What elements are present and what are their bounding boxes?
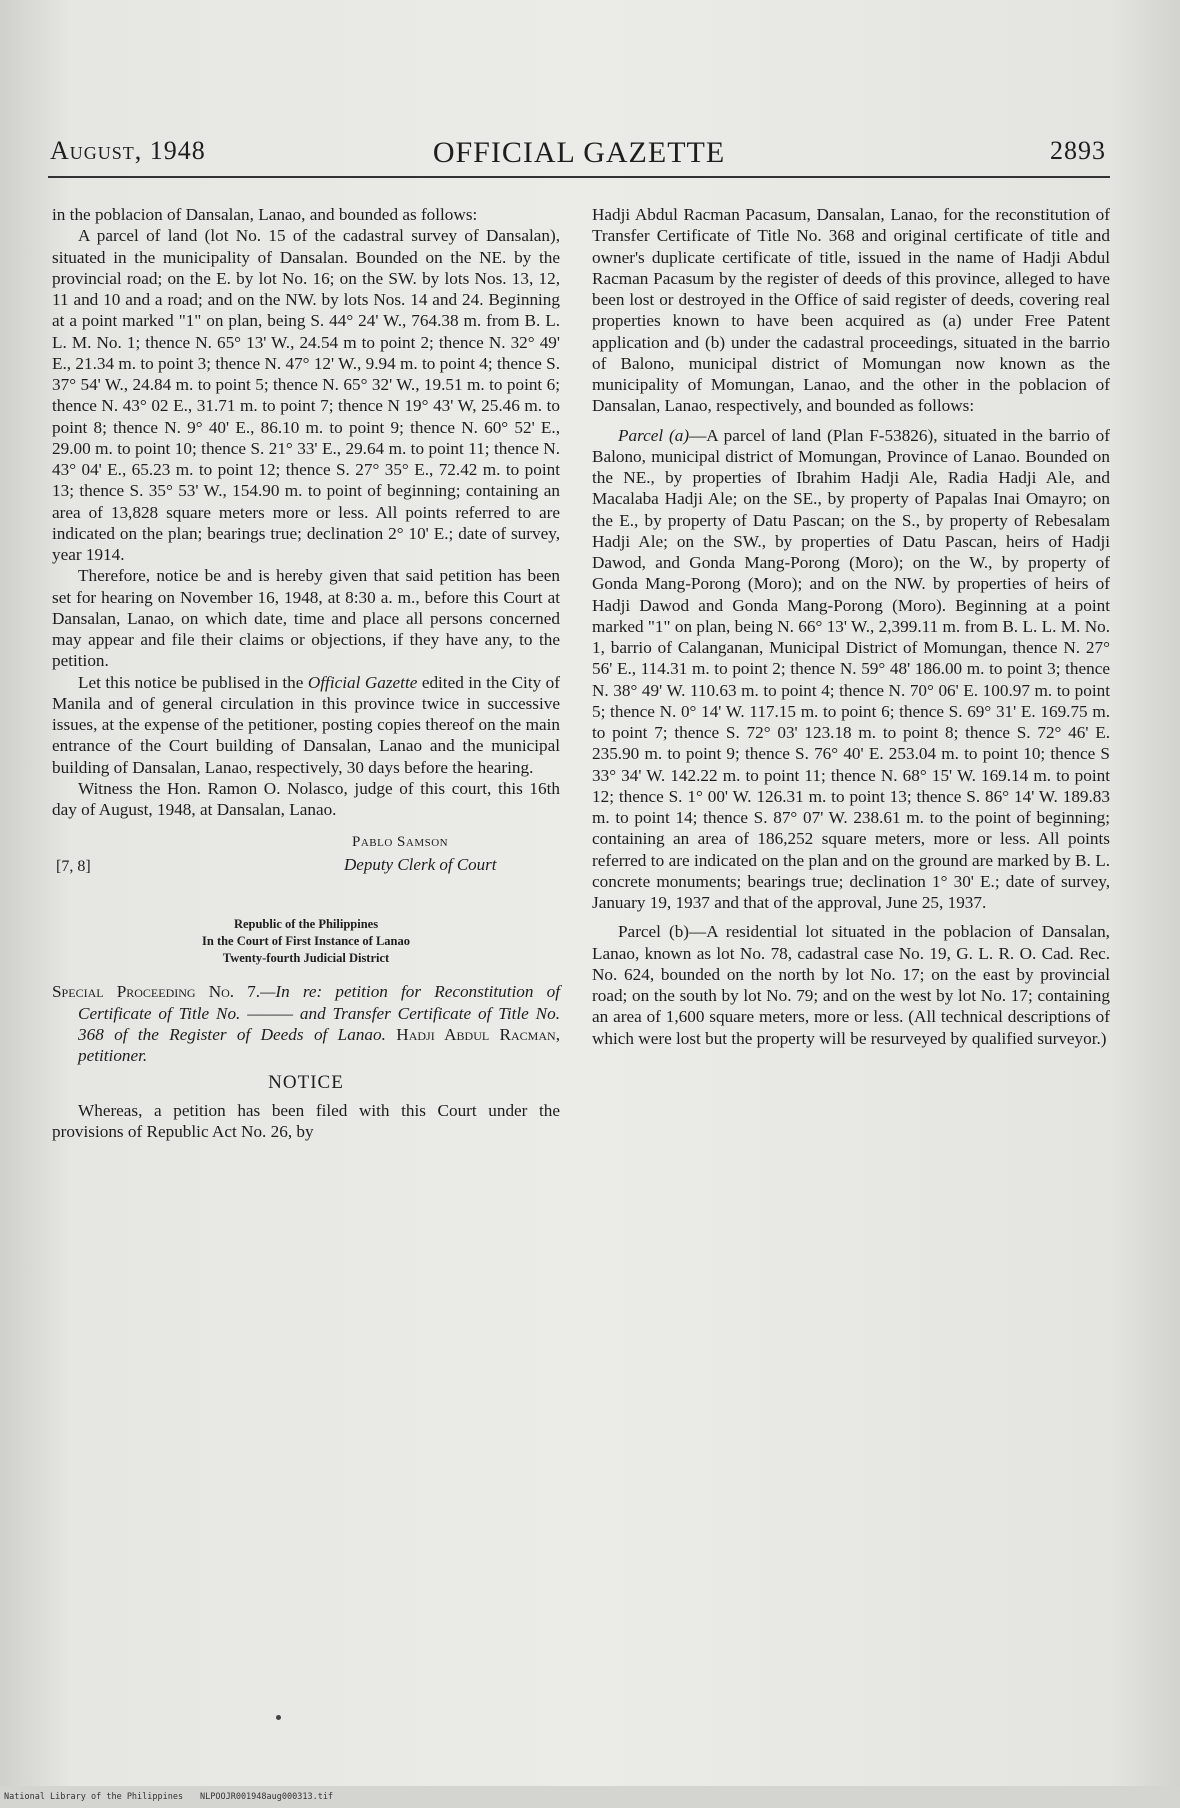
notice-heading: NOTICE — [268, 1072, 344, 1094]
proceeding-title: Special Proceeding No. 7.—In re: petition for Reconstitution of Certificate of Title No. ——— and Transfer Certificate of Title No. 368 of the Register of Deeds of Lanao. Hadji Abdul Racman, petitioner. — [52, 982, 560, 1065]
left-column — [52, 204, 560, 1142]
page-header — [48, 136, 1110, 178]
paragraph-parcel-b: Parcel (b)—A residential lot situated in the poblacion of Dansalan, Lanao, known as lot No. 78, cadastral case No. 19, G. L. R. O. Cad. Rec. No. 624, bounded on the north by lot No. 17; on the east by provincial road; on the south by lot No. 79; and on the west by lot No. 17; containing an area of 1,600 square meters, more or less. (All technical descriptions of which were lost but the property will be resurveyed by qualified surveyor.) — [592, 922, 1110, 1048]
issue-date: August, 1948 — [50, 136, 206, 165]
page-number: 2893 — [1050, 136, 1106, 165]
scan-footer — [0, 1786, 1180, 1808]
paragraph-parcel-a: Parcel (a)—A parcel of land (Plan F-53826), situated in the barrio of Balono, municipal district of Momungan, Province of Lanao. Bounded on the NE., by properties of Ibrahim Hadji Ale, Radia Hadji Ale, and Macalaba Hadji Ale; on the SE., by property of Papalas Inai Omayro; on the E., by property of Datu Pascan; on the S., by property of Rebesalam Hadji Ale; on the SW., by properties of Datu Pascan, heirs of Hadji Dawod, and Gonda Mang-Porong (Moro); on the W., by property of Gonda Mang-Porong (Moro); and on the NW. by properties of heirs of Hadji Dawod and Gonda Mang-Porong (Moro). Beginning at a point marked "1" on plan, being N. 66° 13' W., 2,399.11 m. from B. L. L. M. No. 1, barrio of Calanganan, Municipal District of Momungan, thence N. 27° 56' E., 114.31 m. to point 2; thence N. 59° 48' 186.00 m. to point 3; thence N. 38° 49' W. 110.63 m. to point 4; thence N. 70° 06' E. 100.97 m. to point 5; thence N. 0° 14' W. 117.15 m. to point 6; thence S. 69° 31' E. 169.75 m. to point 7; thence S. 72° 03' 123.18 m. to point 8; thence S. 72° 46' E. 235.90 m. to point 9; thence S. 76° 40' E. 253.04 m. to point 10; thence S 33° 34' W. 142.22 m. to point 11; thence N. 68° 15' W. 169.14 m. to point 12; thence S. 1° 00' W. 126.31 m. to point 13; thence S. 86° 14' W. 189.83 m. to point 14; thence S. 87° 07' W. 238.61 m. to the point of beginning; containing an area of 186,252 square meters, more or less. All points referred to are indicated on the plan and on the ground are marked by B. L. concrete monuments; bearings true; declination 1° 30' E.; date of survey, January 19, 1937 and that of the approval, June 25, 1937. — [592, 425, 1111, 912]
library-credit: National Library of the Philippines — [4, 1792, 184, 1802]
petitioner-name: Hadji Abdul Racman, — [396, 1024, 560, 1044]
right-column — [592, 204, 1110, 1049]
petitioner-label: petitioner. — [78, 1046, 148, 1065]
publication-code: [7, 8] — [56, 858, 91, 876]
paragraph-petition: Hadji Abdul Racman Pacasum, Dansalan, Lanao, for the reconstitution of Transfer Certificate of Title No. 368 and original certificate of title and owner's duplicate certificate of title, issued in the name of Hadji Abdul Racman Pacasum by the register of deeds of this province, alleged to have been lost or destroyed in the Office of said register of deeds, covering real properties known to have been acquired as (a) under Free Patent application and (b) under the cadastral proceedings, situated in the barrio of Balono, municipal district of Momungan now known as the municipality of Momungan, Lanao, and the other in the poblacion of Dansalan, Lanao, respectively, and bounded as follows: — [592, 205, 1110, 416]
publication-title: OFFICIAL GAZETTE — [432, 136, 726, 169]
paragraph-publication-order: Let this notice be publised in the Official Gazette edited in the City of Manila and of general circulation in this province twice in successive issues, at the expense of the petitioner, posting copies thereof on the main entrance of the Court building of Dansalan, Lanao and the municipal building of Dansalan, Lanao, respectively, 30 days before the hearing. — [52, 672, 560, 777]
gazette-name: Official Gazette — [307, 672, 418, 692]
signer-name: Pablo Samson — [352, 834, 449, 851]
court-caption: Republic of the Philippines In the Court of First Instance of Lanao Twenty-fourth Judicial District — [202, 917, 410, 966]
signer-title: Deputy Clerk of Court — [344, 855, 497, 875]
paragraph-lot-description: A parcel of land (lot No. 15 of the cadastral survey of Dansalan), situated in the municipality of Dansalan. Bounded on the NE. by the provincial road; on the E. by lot No. 16; on the SW. by lots Nos. 13, 12, 11 and 10 and a road; and on the NW. by lots Nos. 14 and 24. Beginning at a point marked "1" on plan, being S. 44° 24' W., 764.38 m. from B. L. L. M. No. 1; thence N. 65° 13' W., 24.54 m to point 2; thence N. 32° 49' E., 21.34 m. to point 3; thence N. 47° 12' W., 9.94 m. to point 4; thence S. 37° 54' W., 24.84 m. to point 5; thence N. 65° 32' W., 19.51 m. to point 6; thence N. 43° 02 E., 31.71 m. to point 7; thence N 19° 43' W, 25.46 m. to point 8; thence N. 9° 40' E., 86.10 m. to point 9; thence N. 60° 52' E., 29.00 m. to point 10; thence S. 21° 33' E., 29.64 m. to point 11; thence N. 43° 04' E., 65.23 m. to point 12; thence S. 27° 35° E., 72.42 m. to point 13; thence S. 35° 53' W., 154.90 m. to point of beginning; containing an area of 13,828 square meters more or less. All points referred to are indicated on the plan; bearings true; declination 2° 10' E.; date of survey, year 1914. — [52, 226, 560, 564]
paragraph-intro: in the poblacion of Dansalan, Lanao, and bounded as follows: — [52, 205, 478, 224]
signature-block — [52, 830, 560, 888]
scan-filename: NLPOOJR001948aug000313.tif — [200, 1792, 334, 1802]
paragraph-hearing-notice: Therefore, notice be and is hereby given that said petition has been set for hearing on November 16, 1948, at 8:30 a. m., before this Court at Dansalan, Lanao, on which date, time and place all persons concerned may appear and file their claims or objections, if they have any, to the petition. — [52, 566, 560, 671]
parcel-a-label: Parcel (a) — [618, 425, 690, 445]
paragraph-witness: Witness the Hon. Ramon O. Nolasco, judge of this court, this 16th day of August, 1948, at Dansalan, Lanao. — [52, 778, 560, 819]
paragraph-whereas: Whereas, a petition has been filed with this Court under the provisions of Republic Act No. 26, by — [52, 1100, 560, 1141]
parcel-b-label: Parcel (b) — [618, 922, 690, 942]
ink-spot — [276, 1715, 281, 1720]
